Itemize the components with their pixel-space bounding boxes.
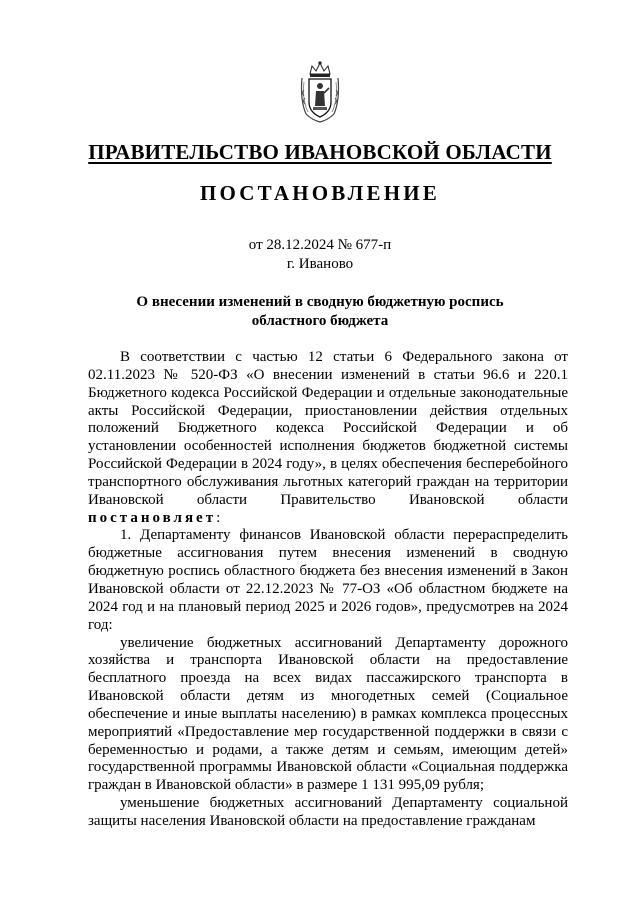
organization-name: ПРАВИТЕЛЬСТВО ИВАНОВСКОЙ ОБЛАСТИ bbox=[88, 140, 552, 164]
preamble-text: В соответствии с частью 12 статьи 6 Федерального закона от 02.11.2023 № 520-ФЗ «О внесении изменений в статьи 96.6 и 220.1 Бюджетного кодекса Российской Федерации и отдельные законодательные акты Российской Федерации, приостановлении действия отдельных положений Бюджетного кодекса Российской Федерации и об установлении особенностей исполнения бюджетов бюджетной системы Российской Федерации в 2024 году», в целях обеспечения бесперебойного транспортного обслуживания льготных категорий граждан на территории Ивановской области Правительство Ивановской области bbox=[88, 349, 568, 508]
preamble-colon: : bbox=[216, 509, 221, 526]
paragraph-preamble bbox=[88, 349, 568, 527]
document-type: ПОСТАНОВЛЕНИЕ bbox=[199, 181, 441, 205]
document-title-line-2: областного бюджета bbox=[251, 313, 389, 329]
document-body bbox=[88, 349, 568, 831]
resolves-keyword: постановляет bbox=[88, 509, 217, 526]
document-city: г. Иваново bbox=[286, 256, 354, 272]
paragraph-decrease: уменьшение бюджетных ассигнований Департаменту социальной защиты населения Ивановской области на предоставление гражданам bbox=[88, 795, 568, 829]
coat-of-arms-icon bbox=[298, 60, 342, 124]
document-title-line-1: О внесении изменений в сводную бюджетную роспись bbox=[136, 294, 504, 310]
paragraph-increase: увеличение бюджетных ассигнований Департаменту дорожного хозяйства и транспорта Ивановской области на предоставление бесплатного проезда на всех видах пассажирского транспорта в Ивановской области детям из многодетных семей (Социальное обеспечение и иные выплаты населению) в рамках комплекса процессных мероприятий «Предоставление мер государственной поддержки в связи с беременностью и родами, а также детям и семьям, имеющим детей» государственной программы Ивановской области «Социальная поддержка граждан в Ивановской области» в размере 1 131 995,09 рубля; bbox=[88, 634, 568, 794]
paragraph-item-1: 1. Департаменту финансов Ивановской области перераспределить бюджетные ассигнования путем внесения изменений в сводную бюджетную роспись областного бюджета без внесения изменений в Закон Ивановской области от 22.12.2023 № 77-ОЗ «Об областном бюджете на 2024 год и на плановый период 2025 и 2026 годов», предусмотрев на 2024 год: bbox=[88, 527, 568, 633]
document-date-number: от 28.12.2024 № 677-п bbox=[248, 237, 392, 253]
